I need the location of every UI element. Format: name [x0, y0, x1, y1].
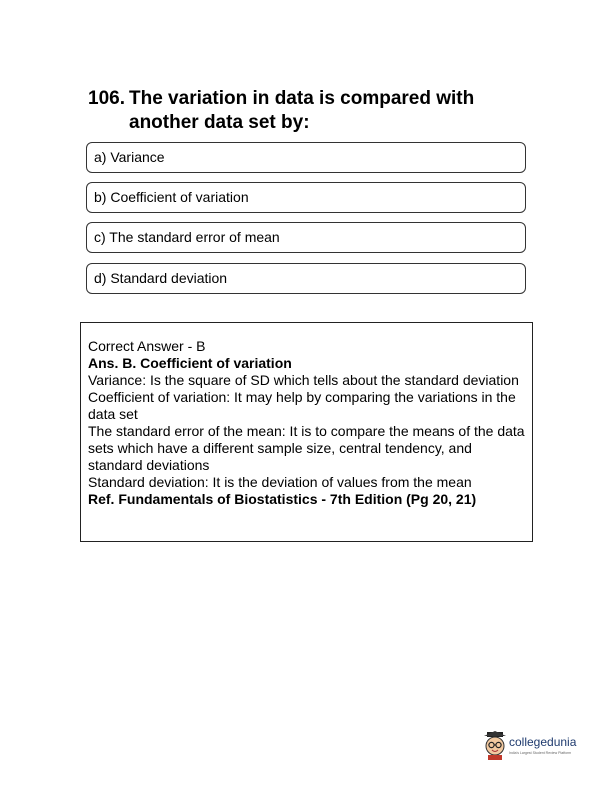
correct-answer-line: Correct Answer - B — [88, 338, 206, 354]
question-title — [88, 87, 528, 135]
option-a-label: a) Variance — [94, 149, 165, 165]
option-d[interactable] — [86, 263, 526, 294]
explanation-standard-deviation: Standard deviation: It is the deviation of values from the mean — [88, 474, 472, 490]
explanation-variance: Variance: Is the square of SD which tells about the standard deviation — [88, 372, 519, 388]
question-text-line1: The variation in data is compared with — [129, 88, 475, 109]
explanation-standard-error: The standard error of the mean: It is to compare the means of the data sets which have a different sample size, central tendency, and standard deviations — [88, 423, 525, 473]
question-text-line2: another data set by: — [129, 112, 310, 133]
question-number: 106. — [88, 88, 125, 109]
answer-heading: Ans. B. Coefficient of variation — [88, 355, 292, 371]
explanation-coefficient: Coefficient of variation: It may help by comparing the variations in the data set — [88, 389, 516, 422]
option-a[interactable] — [86, 142, 526, 173]
option-c-label: c) The standard error of mean — [94, 229, 280, 245]
logo-name: collegedunia — [509, 735, 577, 749]
option-c[interactable] — [86, 222, 526, 253]
mascot-icon — [482, 730, 508, 760]
option-d-label: d) Standard deviation — [94, 270, 228, 286]
reference-line: Ref. Fundamentals of Biostatistics - 7th Edition (Pg 20, 21) — [88, 491, 477, 507]
option-b-label: b) Coefficient of variation — [94, 189, 249, 205]
answer-explanation-box — [80, 322, 533, 542]
logo-tagline: India's Largest Student Review Platform — [509, 751, 572, 755]
option-b[interactable] — [86, 182, 526, 213]
collegedunia-logo — [482, 730, 582, 764]
